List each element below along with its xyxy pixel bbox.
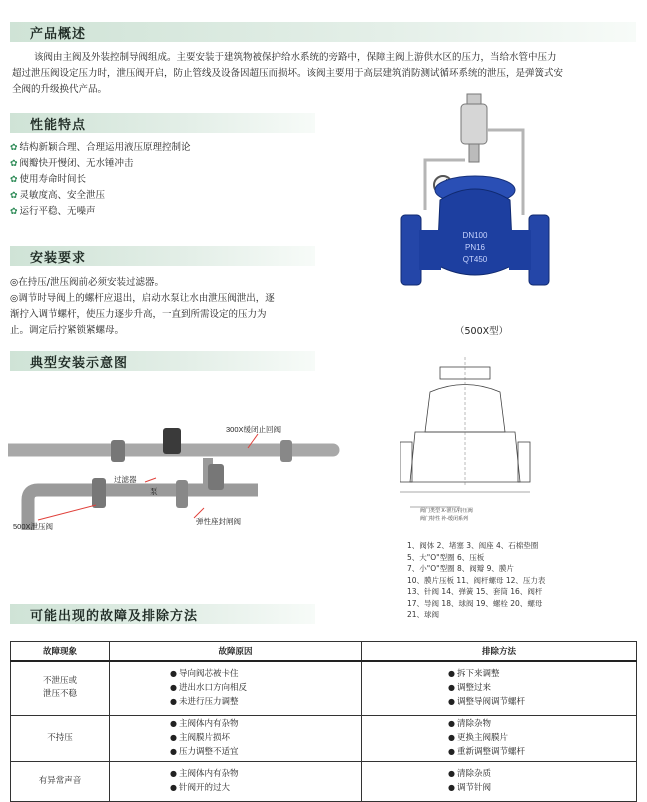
- overview-title: 产品概述: [30, 27, 87, 42]
- table-header-cell: 排除方法: [362, 642, 637, 662]
- label-filter: 过滤器: [114, 475, 137, 484]
- fix-item: ● 清除杂物: [448, 717, 635, 731]
- install-header: [10, 246, 315, 266]
- faults-header: [10, 604, 315, 624]
- valve-body-text: QT450: [462, 255, 488, 264]
- legend-line: 7、小"O"型圈 8、阀瓣 9、膜片: [407, 564, 514, 573]
- fix-item: ● 拆下来调整: [448, 667, 635, 681]
- table-header-row: [11, 642, 637, 662]
- install-line: 止。调定后拧紧锁紧螺母。: [10, 325, 125, 336]
- valve-flange-left: [401, 215, 421, 285]
- install-line: ◎调节时导阀上的螺杆应退出，启动水泵让水由泄压阀泄出，逐: [10, 293, 275, 304]
- typical-title: 典型安装示意图: [30, 356, 129, 371]
- legend-line: 21、球阀: [407, 610, 440, 619]
- drawing-note: 阀门特性 补-缓闭系列: [420, 516, 469, 522]
- install-paragraph: [10, 275, 340, 339]
- install-line: 渐拧入调节螺杆，使压力逐步升高，一直到所需设定的压力为: [10, 309, 267, 320]
- valve-icon: [92, 478, 106, 508]
- technical-drawing: [400, 352, 555, 532]
- valve-body-text: DN100: [462, 231, 488, 240]
- overview-line: 全阀的升级换代产品。: [12, 84, 108, 95]
- install-title: 安装要求: [30, 251, 87, 266]
- faults-title: 可能出现的故障及排除方法: [30, 609, 199, 624]
- overview-line: 超过泄压阀设定压力时，泄压阀开启，防止管线及设备因超压而损坏。该阀主要用于高层建筑消防测试循环系统的泄压，是弹簧式安: [12, 68, 564, 79]
- table-header-cell: 故障现象: [11, 642, 110, 662]
- valve-icon: [111, 440, 125, 462]
- fix-cell: [362, 715, 637, 761]
- cause-item: ● 未进行压力调整: [170, 695, 360, 709]
- valve-icon: [280, 440, 292, 462]
- fix-item: ● 重新调整调节螺杆: [448, 745, 635, 759]
- parts-legend: [407, 540, 545, 621]
- fix-item: ● 清除杂质: [448, 767, 635, 781]
- overview-line: 该阀由主阀及外装控制导阀组成。主要安装于建筑物被保护给水系统的旁路中，保障主阀上游供水区的压力，当给水管中压力: [34, 52, 557, 63]
- cause-item: ● 主阀体内有杂物: [170, 767, 360, 781]
- feature-item: ✿ 阀瓣快开慢闭、无水锤冲击: [10, 156, 191, 172]
- features-title: 性能特点: [30, 118, 87, 133]
- fix-item: ● 调整过来: [448, 681, 635, 695]
- faults-table: [10, 641, 637, 802]
- cause-cell: [110, 761, 362, 801]
- typical-header: [10, 351, 315, 371]
- valve-pilot-body: [461, 104, 487, 144]
- cause-item: ● 针阀开的过大: [170, 781, 360, 795]
- cause-item: ● 导向阀芯被卡住: [170, 667, 360, 681]
- legend-line: 1、阀体 2、堵塞 3、阀座 4、石棉垫圈: [407, 541, 539, 550]
- label-relief-valve: 500X泄压阀: [13, 522, 54, 531]
- install-diagram: [8, 420, 343, 550]
- valve-pilot-stem: [469, 144, 479, 162]
- feature-item: ✿ 灵敏度高、安全泄压: [10, 188, 191, 204]
- table-row: [11, 661, 637, 715]
- cause-cell: [110, 715, 362, 761]
- valve-caption: （500X型）: [455, 326, 509, 337]
- fix-item: ● 调节针阀: [448, 781, 635, 795]
- cause-item: ● 进出水口方向相反: [170, 681, 360, 695]
- legend-line: 13、针阀 14、弹簧 15、套筒 16、阀杆: [407, 587, 543, 596]
- legend-line: 5、大"O"型圈 6、压板: [407, 552, 485, 562]
- legend-line: 10、膜片压板 11、阀杆螺母 12、压力表: [407, 575, 546, 585]
- symptom-cell: 有异常声音: [11, 761, 110, 801]
- fix-item: ● 调整导阀调节螺杆: [448, 695, 635, 709]
- valve-icon: [208, 464, 224, 490]
- label-check-valve: 300X缓闭止回阀: [226, 425, 282, 434]
- valve-icon: [176, 480, 188, 508]
- valve-pilot-cap: [467, 94, 481, 104]
- cause-cell: [110, 661, 362, 715]
- drawing-note: 阀门类型 X-泄压/持压阀: [420, 508, 473, 514]
- fix-cell: [362, 761, 637, 801]
- features-list: [10, 140, 191, 220]
- label-gate-valve: 弹性座封闸阀: [196, 517, 241, 526]
- feature-item: ✿ 使用寿命时间长: [10, 172, 191, 188]
- cause-item: ● 主阀膜片损坏: [170, 731, 360, 745]
- label-pump: 泵: [150, 487, 158, 496]
- table-header-cell: 故障原因: [110, 642, 362, 662]
- pump-icon: [163, 428, 181, 454]
- cause-item: ● 主阀体内有杂物: [170, 717, 360, 731]
- symptom-cell: 不持压: [11, 715, 110, 761]
- valve-illustration: [395, 90, 555, 315]
- valve-flange-right: [529, 215, 549, 285]
- overview-header: [10, 22, 636, 42]
- install-line: ◎在持压/泄压阀前必须安装过滤器。: [10, 277, 164, 288]
- features-header: [10, 113, 315, 133]
- feature-item: ✿ 结构新颖合理、合理运用液压原理控制论: [10, 140, 191, 156]
- table-row: [11, 761, 637, 801]
- feature-item: ✿ 运行平稳、无噪声: [10, 204, 191, 220]
- table-row: [11, 715, 637, 761]
- valve-body-text: PN16: [464, 243, 486, 252]
- fix-cell: [362, 661, 637, 715]
- cause-item: ● 压力调整不适宜: [170, 745, 360, 759]
- legend-line: 17、导阀 18、球阀 19、螺栓 20、螺母: [407, 598, 543, 608]
- symptom-cell: 不泄压或 泄压不稳: [11, 661, 110, 715]
- fix-item: ● 更换主阀膜片: [448, 731, 635, 745]
